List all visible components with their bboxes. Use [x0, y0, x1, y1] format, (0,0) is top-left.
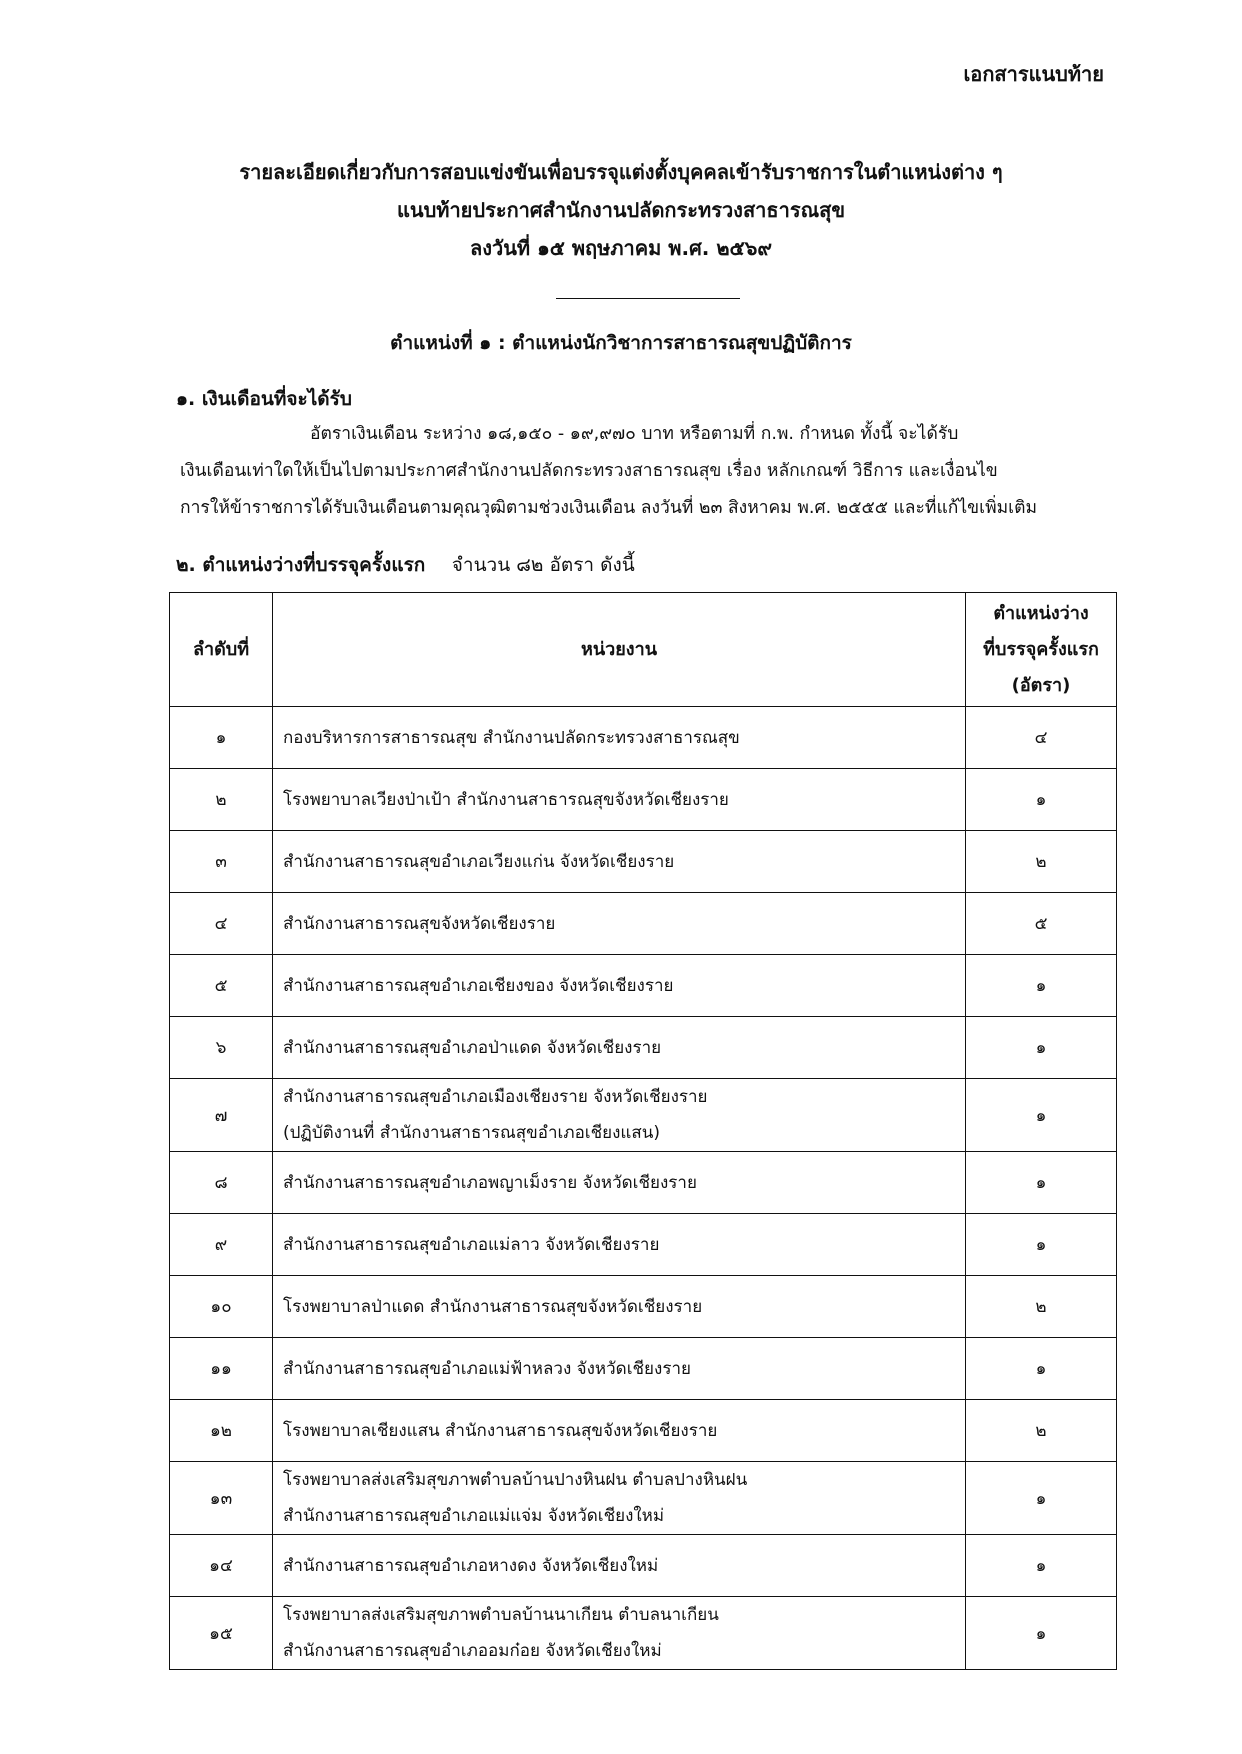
row-unit	[273, 955, 966, 1017]
attachment-label: เอกสารแนบท้าย	[963, 62, 1104, 86]
table-row	[170, 1338, 1117, 1400]
header-rate-line-2: ที่บรรจุครั้งแรก	[983, 638, 1099, 660]
row-rate: ๒	[966, 1400, 1117, 1462]
row-unit-line-1: สำนักงานสาธารณสุขอำเภอป่าแดด จังหวัดเชียงราย	[283, 1037, 662, 1058]
row-number: ๑๑	[170, 1338, 273, 1400]
table-row	[170, 1535, 1117, 1597]
row-unit-line-2: สำนักงานสาธารณสุขอำเภอแม่แจ่ม จังหวัดเชียงใหม่	[283, 1506, 665, 1526]
row-unit	[273, 1597, 966, 1670]
row-number: ๓	[170, 831, 273, 893]
row-unit-line-1: โรงพยาบาลส่งเสริมสุขภาพตำบลบ้านปางหินฝน ตำบลปางหินฝน	[283, 1470, 748, 1490]
row-unit	[273, 769, 966, 831]
row-number: ๑	[170, 707, 273, 769]
row-rate: ๑	[966, 1017, 1117, 1079]
row-number: ๑๒	[170, 1400, 273, 1462]
header-order: ลำดับที่	[170, 593, 273, 707]
row-unit	[273, 1214, 966, 1276]
table-row	[170, 1276, 1117, 1338]
section-1-heading: ๑. เงินเดือนที่จะได้รับ	[176, 388, 352, 410]
table-row	[170, 1017, 1117, 1079]
row-unit-line-1: โรงพยาบาลเชียงแสน สำนักงานสาธารณสุขจังหวัดเชียงราย	[283, 1420, 718, 1441]
row-unit-line-1: สำนักงานสาธารณสุขอำเภอหางดง จังหวัดเชียงใหม่	[283, 1555, 659, 1576]
row-unit-line-1: สำนักงานสาธารณสุขอำเภอเมืองเชียงราย จังหวัดเชียงราย	[283, 1087, 708, 1107]
row-unit	[273, 1276, 966, 1338]
row-unit-line-1: โรงพยาบาลส่งเสริมสุขภาพตำบลบ้านนาเกียน ตำบลนาเกียน	[283, 1605, 719, 1625]
table-row	[170, 1462, 1117, 1535]
row-unit	[273, 1338, 966, 1400]
table-row	[170, 707, 1117, 769]
vacancy-table	[169, 592, 1117, 1670]
row-rate: ๒	[966, 831, 1117, 893]
row-rate: ๑	[966, 1535, 1117, 1597]
table-row	[170, 1152, 1117, 1214]
table-row	[170, 831, 1117, 893]
table-row	[170, 769, 1117, 831]
row-unit	[273, 831, 966, 893]
header-rate-line-1: ตำแหน่งว่าง	[993, 602, 1089, 624]
row-number: ๕	[170, 955, 273, 1017]
table-row	[170, 1597, 1117, 1670]
table-header-row	[170, 593, 1117, 707]
table-row	[170, 1400, 1117, 1462]
header-rate-line-3: (อัตรา)	[1011, 674, 1071, 696]
row-number: ๗	[170, 1079, 273, 1152]
salary-paragraph-line-3: การให้ข้าราชการได้รับเงินเดือนตามคุณวุฒิตามช่วงเงินเดือน ลงวันที่ ๒๓ สิงหาคม พ.ศ. ๒๕๕๕ และที่แก้ไขเพิ่มเติม	[180, 498, 1038, 518]
row-rate: ๑	[966, 1338, 1117, 1400]
row-unit-line-2: (ปฏิบัติงานที่ สำนักงานสาธารณสุขอำเภอเชียงแสน)	[283, 1123, 660, 1143]
row-number: ๑๕	[170, 1597, 273, 1670]
row-rate: ๑	[966, 1597, 1117, 1670]
row-rate: ๔	[966, 707, 1117, 769]
row-number: ๒	[170, 769, 273, 831]
salary-paragraph-line-2: เงินเดือนเท่าใดให้เป็นไปตามประกาศสำนักงานปลัดกระทรวงสาธารณสุข เรื่อง หลักเกณฑ์ วิธีการ และเงื่อนไข	[180, 461, 998, 481]
row-rate: ๒	[966, 1276, 1117, 1338]
row-rate: ๑	[966, 955, 1117, 1017]
header-unit: หน่วยงาน	[273, 593, 966, 707]
row-unit-line-1: สำนักงานสาธารณสุขอำเภอแม่ฟ้าหลวง จังหวัดเชียงราย	[283, 1358, 691, 1379]
row-unit-line-1: โรงพยาบาลป่าแดด สำนักงานสาธารณสุขจังหวัดเชียงราย	[283, 1296, 703, 1317]
row-unit	[273, 1400, 966, 1462]
row-unit-line-1: สำนักงานสาธารณสุขอำเภอแม่ลาว จังหวัดเชียงราย	[283, 1234, 660, 1255]
row-number: ๔	[170, 893, 273, 955]
section-2-title: ๒. ตำแหน่งว่างที่บรรจุครั้งแรก	[176, 554, 426, 576]
title-line-1: รายละเอียดเกี่ยวกับการสอบแข่งขันเพื่อบรรจุแต่งตั้งบุคคลเข้ารับราชการในตำแหน่งต่าง ๆ	[239, 160, 1003, 184]
row-unit	[273, 893, 966, 955]
row-unit	[273, 1535, 966, 1597]
table-row	[170, 893, 1117, 955]
table-row	[170, 1079, 1117, 1152]
row-unit	[273, 1462, 966, 1535]
row-number: ๑๓	[170, 1462, 273, 1535]
title-divider	[556, 298, 740, 299]
row-unit	[273, 1152, 966, 1214]
row-number: ๑๐	[170, 1276, 273, 1338]
salary-paragraph-line-1: อัตราเงินเดือน ระหว่าง ๑๘,๑๕๐ - ๑๙,๙๗๐ บาท หรือตามที่ ก.พ. กำหนด ทั้งนี้ จะได้รับ	[310, 424, 959, 444]
row-rate: ๕	[966, 893, 1117, 955]
row-rate: ๑	[966, 1152, 1117, 1214]
row-rate: ๑	[966, 1079, 1117, 1152]
row-unit	[273, 1017, 966, 1079]
section-2-heading	[176, 550, 635, 580]
row-unit-line-2: สำนักงานสาธารณสุขอำเภออมก๋อย จังหวัดเชียงใหม่	[283, 1641, 662, 1661]
position-heading: ตำแหน่งที่ ๑ : ตำแหน่งนักวิชาการสาธารณสุขปฏิบัติการ	[390, 332, 852, 354]
table-body	[170, 707, 1117, 1670]
row-rate: ๑	[966, 1214, 1117, 1276]
title-line-2: แนบท้ายประกาศสำนักงานปลัดกระทรวงสาธารณสุข	[397, 198, 845, 222]
row-unit-line-1: กองบริหารการสาธารณสุข สำนักงานปลัดกระทรวงสาธารณสุข	[283, 727, 740, 748]
row-unit	[273, 1079, 966, 1152]
row-rate: ๑	[966, 769, 1117, 831]
row-unit-line-1: สำนักงานสาธารณสุขจังหวัดเชียงราย	[283, 913, 556, 934]
row-unit-line-1: สำนักงานสาธารณสุขอำเภอพญาเม็งราย จังหวัดเชียงราย	[283, 1172, 697, 1193]
section-2-count: จำนวน ๘๒ อัตรา ดังนี้	[451, 554, 635, 576]
row-rate: ๑	[966, 1462, 1117, 1535]
row-unit-line-1: สำนักงานสาธารณสุขอำเภอเวียงแก่น จังหวัดเชียงราย	[283, 851, 675, 872]
row-unit-line-1: สำนักงานสาธารณสุขอำเภอเชียงของ จังหวัดเชียงราย	[283, 975, 674, 996]
row-unit	[273, 707, 966, 769]
table-row	[170, 1214, 1117, 1276]
title-line-3: ลงวันที่ ๑๕ พฤษภาคม พ.ศ. ๒๕๖๙	[470, 236, 772, 260]
row-unit-line-1: โรงพยาบาลเวียงป่าเป้า สำนักงานสาธารณสุขจังหวัดเชียงราย	[283, 789, 729, 810]
row-number: ๑๔	[170, 1535, 273, 1597]
row-number: ๖	[170, 1017, 273, 1079]
header-rate	[966, 593, 1117, 707]
table-row	[170, 955, 1117, 1017]
row-number: ๙	[170, 1214, 273, 1276]
row-number: ๘	[170, 1152, 273, 1214]
